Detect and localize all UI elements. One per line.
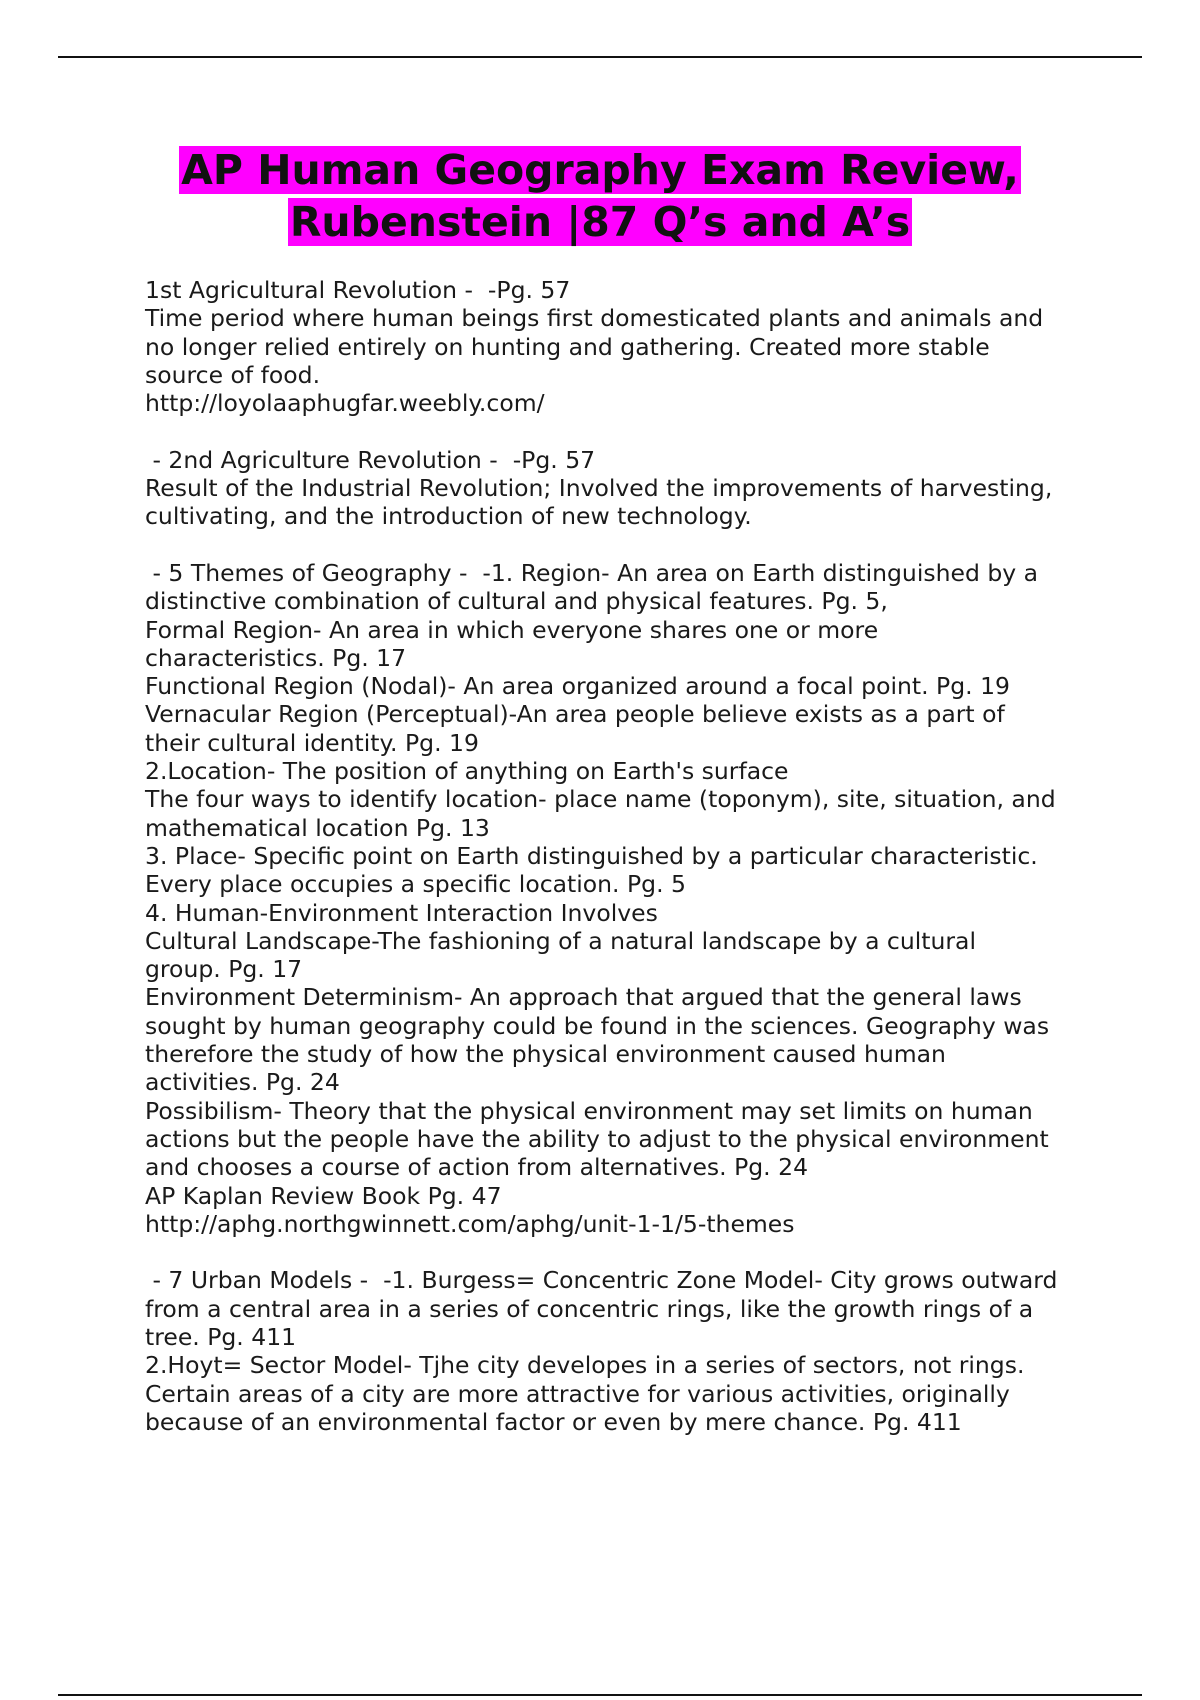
page-title — [0, 144, 1200, 248]
section-gap — [145, 531, 1155, 559]
text-line: Cultural Landscape-The fashioning of a natural landscape by a cultural — [145, 926, 976, 955]
text-line: characteristics. Pg. 17 — [145, 643, 407, 672]
text-line: distinctive combination of cultural and physical features. Pg. 5, — [145, 587, 888, 616]
text-line: The four ways to identify location- place name (toponym), site, situation, and — [145, 785, 1056, 814]
qa-section — [145, 1266, 1155, 1436]
text-line: Functional Region (Nodal)- An area organized around a focal point. Pg. 19 — [145, 672, 1010, 701]
section-gap — [145, 417, 1155, 445]
text-line: AP Kaplan Review Book Pg. 47 — [145, 1181, 502, 1210]
qa-section — [145, 559, 1155, 1238]
text-line: because of an environmental factor or even by mere chance. Pg. 411 — [145, 1407, 962, 1436]
qa-section — [145, 276, 1155, 417]
text-line: from a central area in a series of concentric rings, like the growth rings of a — [145, 1294, 1034, 1323]
text-line: Every place occupies a specific location. Pg. 5 — [145, 870, 686, 899]
text-line: 2.Hoyt= Sector Model- Tjhe city developes in a series of sectors, not rings. — [145, 1351, 1025, 1380]
text-line: Environment Determinism- An approach that argued that the general laws — [145, 983, 1022, 1012]
text-line: actions but the people have the ability to adjust to the physical environment — [145, 1124, 1049, 1153]
text-line: tree. Pg. 411 — [145, 1322, 297, 1351]
text-line: therefore the study of how the physical environment caused human — [145, 1040, 946, 1069]
text-line: activities. Pg. 24 — [145, 1068, 340, 1097]
title-line-2: Rubenstein |87 Q’s and A’s — [289, 198, 911, 246]
text-line: source of food. — [145, 360, 321, 389]
text-line: their cultural identity. Pg. 19 — [145, 728, 479, 757]
text-line: http://loyolaaphugfar.weebly.com/ — [145, 389, 545, 418]
text-line: 1st Agricultural Revolution - -Pg. 57 — [145, 276, 571, 304]
top-rule — [58, 56, 1142, 58]
text-line: - 5 Themes of Geography - -1. Region- An area on Earth distinguished by a — [145, 558, 1039, 587]
text-line: Vernacular Region (Perceptual)-An area people believe exists as a part of — [145, 700, 1005, 729]
bottom-rule — [58, 1694, 1142, 1696]
text-line: 4. Human-Environment Interaction Involves — [145, 898, 658, 927]
document-body — [145, 276, 1155, 1436]
text-line: Result of the Industrial Revolution; Involved the improvements of harvesting, — [145, 474, 1053, 503]
text-line: 3. Place- Specific point on Earth distinguished by a particular characteristic. — [145, 841, 1038, 870]
text-line: Time period where human beings first domesticated plants and animals and — [145, 304, 1044, 333]
text-line: group. Pg. 17 — [145, 955, 303, 984]
text-line: sought by human geography could be found in the sciences. Geography was — [145, 1011, 1050, 1040]
text-line: Certain areas of a city are more attractive for various activities, originally — [145, 1379, 1010, 1408]
text-line: cultivating, and the introduction of new technology. — [145, 502, 752, 531]
text-line: and chooses a course of action from alternatives. Pg. 24 — [145, 1153, 809, 1182]
text-line: Possibilism- Theory that the physical environment may set limits on human — [145, 1096, 1033, 1125]
text-line: no longer relied entirely on hunting and gathering. Created more stable — [145, 332, 990, 361]
text-line: Formal Region- An area in which everyone shares one or more — [145, 615, 879, 644]
text-line: - 2nd Agriculture Revolution - -Pg. 57 — [145, 445, 596, 474]
qa-section — [145, 446, 1155, 531]
title-line-1: AP Human Geography Exam Review, — [181, 146, 1019, 194]
text-line: mathematical location Pg. 13 — [145, 813, 490, 842]
text-line: - 7 Urban Models - -1. Burgess= Concentric Zone Model- City grows outward — [145, 1266, 1058, 1295]
section-gap — [145, 1238, 1155, 1266]
text-line: http://aphg.northgwinnett.com/aphg/unit-1-1/5-themes — [145, 1209, 795, 1238]
text-line: 2.Location- The position of anything on Earth's surface — [145, 757, 789, 786]
